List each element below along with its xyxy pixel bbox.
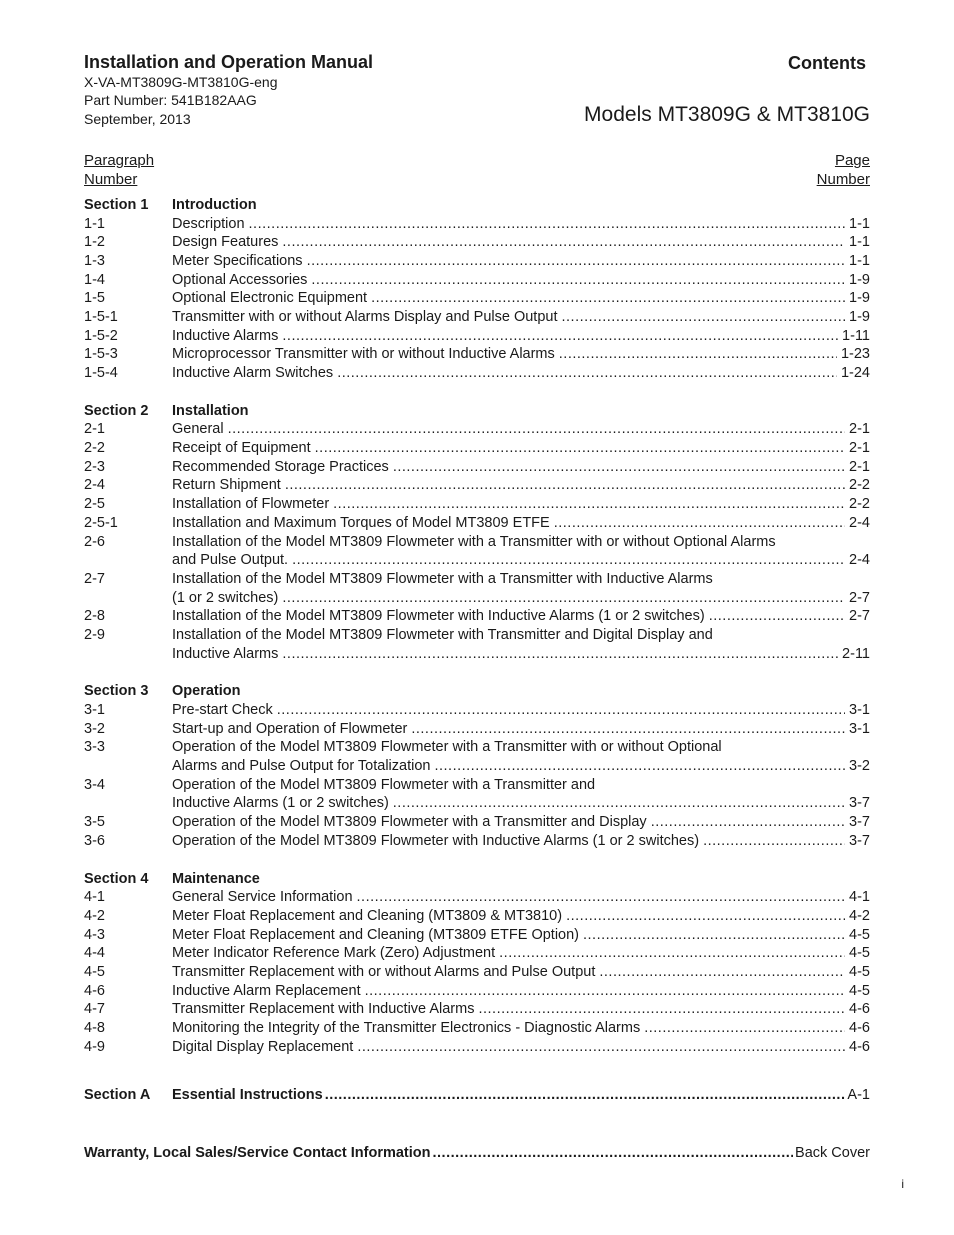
paragraph-number: 4-9 [84, 1038, 105, 1055]
paragraph-number: 4-1 [84, 889, 105, 906]
entry-title: Inductive Alarm Replacement [172, 982, 361, 999]
entry-title: Description [172, 215, 245, 232]
entry-title: Installation of the Model MT3809 Flowmeter with a Transmitter with or without Optional Alarms [172, 533, 776, 550]
toc-section [84, 870, 870, 1057]
paragraph-number: 3-1 [84, 701, 105, 718]
warranty-title: Warranty, Local Sales/Service Contact Information [84, 1145, 431, 1161]
entry-page-number: 4-5 [849, 963, 870, 980]
paragraph-number: 1-5-1 [84, 309, 118, 326]
dot-leader [411, 720, 845, 739]
dot-leader [333, 495, 845, 514]
dot-leader [282, 233, 845, 252]
entry-title: Recommended Storage Practices [172, 458, 389, 475]
toc-entry[interactable] [84, 495, 870, 514]
toc-entry[interactable] [84, 476, 870, 495]
entry-title: General Service Information [172, 889, 353, 906]
entry-page-number: 3-7 [849, 832, 870, 849]
paragraph-number: 4-4 [84, 945, 105, 962]
dot-leader [311, 271, 845, 290]
dot-leader [249, 215, 846, 234]
entry-title: Transmitter Replacement with or without Alarms and Pulse Output [172, 963, 596, 980]
entry-page-number: 2-11 [842, 645, 870, 662]
paragraph-number: 3-3 [84, 739, 105, 756]
dot-leader [599, 963, 845, 982]
entry-page-number: 2-1 [849, 440, 870, 457]
entry-page-number: 1-1 [849, 234, 870, 251]
section-title: Installation [172, 402, 249, 419]
entry-title: Return Shipment [172, 477, 281, 494]
dot-leader [554, 514, 845, 533]
toc-entry[interactable] [84, 982, 870, 1001]
toc-entry[interactable] [84, 215, 870, 234]
entry-title: Inductive Alarms (1 or 2 switches) [172, 795, 389, 812]
dot-leader [357, 888, 846, 907]
dot-leader [282, 327, 838, 346]
section-heading[interactable] [84, 682, 870, 701]
entry-title: Installation of Flowmeter [172, 496, 330, 513]
entry-page-number: 1-9 [849, 290, 870, 307]
warranty-entry[interactable] [84, 1145, 870, 1161]
entry-title: Meter Indicator Reference Mark (Zero) Adjustment [172, 945, 496, 962]
entry-page-number: 1-1 [849, 215, 870, 232]
paragraph-number: 1-5 [84, 290, 105, 307]
entry-title: Operation of the Model MT3809 Flowmeter with a Transmitter and [172, 776, 596, 793]
part-number: Part Number: 541B182AAG [84, 92, 257, 108]
entry-title: General [172, 421, 224, 438]
entry-page-number: 2-2 [849, 477, 870, 494]
entry-title: Alarms and Pulse Output for Totalization [172, 758, 431, 775]
toc-entry[interactable] [84, 439, 870, 458]
paragraph-number: 1-1 [84, 215, 105, 232]
section-label: Section 4 [84, 870, 149, 887]
paragraph-number: 4-3 [84, 926, 105, 943]
entry-page-number: 2-7 [849, 608, 870, 625]
toc-entry[interactable] [84, 926, 870, 945]
publication-date: September, 2013 [84, 111, 191, 127]
entry-title: Inductive Alarms [172, 327, 279, 344]
toc-entry[interactable] [84, 832, 870, 851]
entry-title: and Pulse Output. [172, 552, 289, 569]
entry-title: (1 or 2 switches) [172, 589, 279, 606]
warranty-page: Back Cover [795, 1145, 870, 1161]
section-title: Operation [172, 683, 241, 700]
entry-title: Transmitter with or without Alarms Display and Pulse Output [172, 309, 558, 326]
toc-entry[interactable] [84, 888, 870, 907]
entry-title: Transmitter Replacement with Inductive Alarms [172, 1001, 475, 1018]
toc-entry[interactable] [84, 701, 870, 720]
dot-leader [371, 289, 845, 308]
paragraph-number: 4-5 [84, 963, 105, 980]
entry-page-number: 2-7 [849, 589, 870, 606]
section-heading[interactable] [84, 402, 870, 421]
toc-entry[interactable] [84, 420, 870, 439]
entry-page-number: 4-6 [849, 1020, 870, 1037]
section-label: Section 3 [84, 683, 149, 700]
entry-title: Installation of the Model MT3809 Flowmeter with a Transmitter with Inductive Alarms [172, 570, 713, 587]
entry-title: Installation of the Model MT3809 Flowmeter with Transmitter and Digital Display and [172, 627, 713, 644]
entry-page-number: 4-2 [849, 907, 870, 924]
paragraph-number: 2-2 [84, 440, 105, 457]
section-heading[interactable] [84, 196, 870, 215]
entry-page-number: 4-1 [849, 889, 870, 906]
dot-leader [285, 476, 845, 495]
dot-leader [644, 1019, 845, 1038]
entry-page-number: 3-1 [849, 701, 870, 718]
toc-entry[interactable] [84, 533, 870, 570]
dot-leader [228, 420, 845, 439]
paragraph-number: 2-5-1 [84, 514, 118, 531]
section-a-page: A-1 [847, 1087, 870, 1103]
section-a-label: Section A [84, 1087, 151, 1103]
paragraph-number: 4-8 [84, 1020, 105, 1037]
dot-leader [282, 645, 838, 664]
toc-entry[interactable] [84, 345, 870, 364]
toc-entry[interactable] [84, 1038, 870, 1057]
entry-title: Meter Float Replacement and Cleaning (MT3809 ETFE Option) [172, 926, 579, 943]
toc-entry[interactable] [84, 327, 870, 346]
entry-page-number: 2-4 [849, 514, 870, 531]
section-heading[interactable] [84, 870, 870, 889]
dot-leader [478, 1000, 845, 1019]
page-number-column-header: Page Number [816, 152, 870, 188]
section-label: Section 1 [84, 197, 149, 213]
entry-page-number: 4-6 [849, 1001, 870, 1018]
toc-entry[interactable] [84, 458, 870, 477]
dot-leader [292, 551, 845, 570]
paragraph-number: 4-6 [84, 982, 105, 999]
contents-heading: Contents [788, 53, 866, 73]
dot-leader [337, 364, 837, 383]
entry-title: Receipt of Equipment [172, 440, 311, 457]
dot-leader [566, 907, 845, 926]
entry-page-number: 1-9 [849, 271, 870, 288]
toc-section [84, 682, 870, 850]
toc-entry[interactable] [84, 607, 870, 626]
entry-title: Start-up and Operation of Flowmeter [172, 720, 408, 737]
entry-title: Operation of the Model MT3809 Flowmeter with Inductive Alarms (1 or 2 switches) [172, 832, 700, 849]
entry-title: Inductive Alarms [172, 645, 279, 662]
paragraph-number: 1-4 [84, 271, 105, 288]
paragraph-number: 3-4 [84, 776, 105, 793]
dot-leader [315, 439, 845, 458]
entry-page-number: 3-1 [849, 720, 870, 737]
toc-entry[interactable] [84, 1000, 870, 1019]
entry-page-number: 2-1 [849, 458, 870, 475]
entry-title: Inductive Alarm Switches [172, 365, 334, 382]
entry-page-number: 4-5 [849, 945, 870, 962]
entry-page-number: 1-24 [840, 365, 870, 382]
document-id: X-VA-MT3809G-MT3810G-eng [84, 74, 278, 90]
entry-title: Pre-start Check [172, 701, 273, 718]
toc-entry[interactable] [84, 776, 870, 813]
entry-page-number: 1-11 [842, 327, 870, 344]
dot-leader [561, 308, 845, 327]
paragraph-number: 1-2 [84, 234, 105, 251]
entry-page-number: 1-9 [849, 309, 870, 326]
paragraph-number: 3-2 [84, 720, 105, 737]
entry-page-number: 1-1 [849, 252, 870, 269]
entry-page-number: 4-6 [849, 1038, 870, 1055]
paragraph-number: 1-5-2 [84, 327, 118, 344]
models-heading: Models MT3809G & MT3810G [584, 103, 870, 126]
toc-section [84, 402, 870, 664]
dot-leader [583, 926, 845, 945]
entry-title: Meter Specifications [172, 252, 303, 269]
dot-leader [433, 1145, 794, 1161]
dot-leader [709, 607, 845, 626]
dot-leader [307, 252, 845, 271]
section-title: Maintenance [172, 870, 260, 887]
paragraph-number: 2-7 [84, 570, 105, 587]
toc-entry[interactable] [84, 233, 870, 252]
toc-section [84, 196, 870, 383]
toc-entry[interactable] [84, 626, 870, 663]
entry-title: Optional Accessories [172, 271, 308, 288]
entry-title: Operation of the Model MT3809 Flowmeter with a Transmitter with or without Optional [172, 739, 722, 756]
paragraph-number: 1-3 [84, 252, 105, 269]
toc-entry[interactable] [84, 252, 870, 271]
dot-leader [434, 757, 845, 776]
dot-leader [365, 982, 845, 1001]
manual-title: Installation and Operation Manual [84, 52, 374, 72]
toc-entry[interactable] [84, 514, 870, 533]
toc-entry[interactable] [84, 1019, 870, 1038]
paragraph-number: 4-7 [84, 1001, 105, 1018]
dot-leader [277, 701, 845, 720]
paragraph-number: 1-5-3 [84, 346, 118, 363]
entry-title: Digital Display Replacement [172, 1038, 354, 1055]
section-label: Section 2 [84, 402, 149, 419]
paragraph-number: 2-9 [84, 627, 105, 644]
dot-leader [559, 345, 837, 364]
entry-page-number: 3-7 [849, 795, 870, 812]
dot-leader [282, 589, 845, 608]
toc-entry[interactable] [84, 963, 870, 982]
dot-leader [393, 458, 845, 477]
toc-entry[interactable] [84, 907, 870, 926]
entry-title: Installation and Maximum Torques of Model MT3809 ETFE [172, 514, 550, 531]
section-title: Introduction [172, 197, 257, 213]
table-of-contents [84, 196, 870, 1075]
paragraph-number: 4-2 [84, 907, 105, 924]
dot-leader [325, 1087, 846, 1103]
dot-leader [357, 1038, 845, 1057]
entry-page-number: 2-4 [849, 552, 870, 569]
dot-leader [393, 794, 845, 813]
paragraph-number: 2-4 [84, 477, 105, 494]
entry-title: Operation of the Model MT3809 Flowmeter with a Transmitter and Display [172, 814, 647, 831]
paragraph-number: 2-3 [84, 458, 105, 475]
entry-title: Monitoring the Integrity of the Transmitter Electronics - Diagnostic Alarms [172, 1020, 641, 1037]
paragraph-number: 2-8 [84, 608, 105, 625]
section-a-title: Essential Instructions [172, 1087, 323, 1103]
dot-leader [703, 832, 845, 851]
entry-page-number: 4-5 [849, 926, 870, 943]
entry-page-number: 2-2 [849, 496, 870, 513]
paragraph-number: 3-5 [84, 814, 105, 831]
toc-entry[interactable] [84, 364, 870, 383]
entry-page-number: 3-7 [849, 814, 870, 831]
toc-entry[interactable] [84, 308, 870, 327]
page-number: i [901, 1177, 904, 1191]
toc-entry[interactable] [84, 289, 870, 308]
paragraph-number: 3-6 [84, 832, 105, 849]
entry-title: Microprocessor Transmitter with or without Inductive Alarms [172, 346, 555, 363]
toc-entry[interactable] [84, 570, 870, 607]
entry-page-number: 4-5 [849, 982, 870, 999]
toc-entry[interactable] [84, 271, 870, 290]
entry-page-number: 2-1 [849, 421, 870, 438]
dot-leader [651, 813, 845, 832]
entry-title: Meter Float Replacement and Cleaning (MT3809 & MT3810) [172, 907, 563, 924]
paragraph-number: 2-5 [84, 496, 105, 513]
entry-title: Installation of the Model MT3809 Flowmeter with Inductive Alarms (1 or 2 switches) [172, 608, 705, 625]
paragraph-number: 2-6 [84, 533, 105, 550]
toc-entry[interactable] [84, 720, 870, 739]
paragraph-number: 1-5-4 [84, 365, 118, 382]
toc-entry[interactable] [84, 944, 870, 963]
entry-title: Design Features [172, 234, 279, 251]
dot-leader [499, 944, 845, 963]
entry-page-number: 1-23 [840, 346, 870, 363]
section-a-entry[interactable] [84, 1087, 870, 1103]
toc-entry[interactable] [84, 813, 870, 832]
paragraph-number-column-header: Paragraph Number [84, 152, 155, 188]
entry-title: Optional Electronic Equipment [172, 290, 368, 307]
entry-page-number: 3-2 [849, 758, 870, 775]
toc-entry[interactable] [84, 738, 870, 775]
paragraph-number: 2-1 [84, 421, 105, 438]
